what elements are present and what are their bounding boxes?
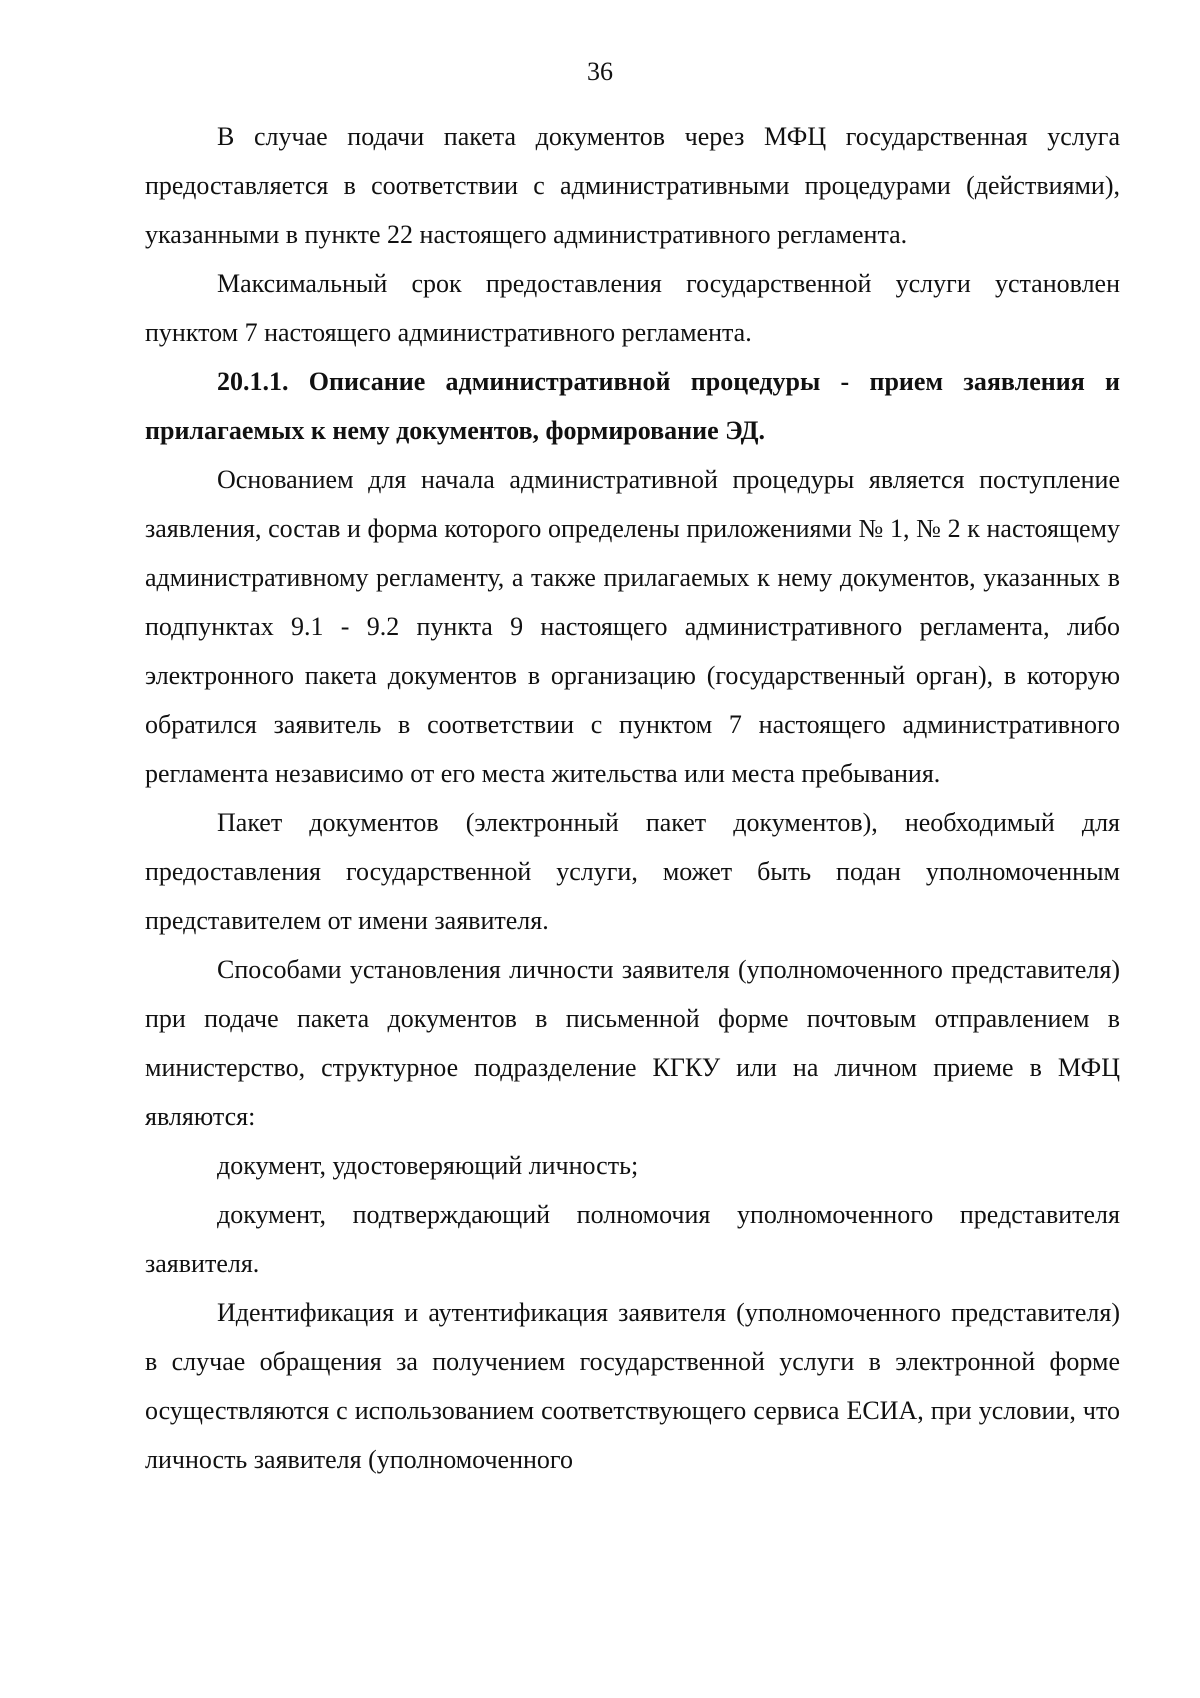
paragraph-max-term: Максимальный срок предоставления государственной услуги установлен пунктом 7 настоящего административного регламента.: [145, 269, 1120, 347]
page-number: 36: [587, 57, 613, 86]
paragraph-representative: Пакет документов (электронный пакет документов), необходимый для предоставления государственной услуги, может быть подан уполномоченным представителем от имени заявителя.: [145, 808, 1120, 935]
paragraph-mfc-submission: В случае подачи пакета документов через МФЦ государственная услуга предоставляется в соответствии с административными процедурами (действиями), указанными в пункте 22 настоящего административного регламента.: [145, 122, 1120, 249]
list-item-authority-document: документ, подтверждающий полномочия уполномоченного представителя заявителя.: [145, 1200, 1120, 1278]
paragraph-grounds: Основанием для начала административной процедуры является поступление заявления, состав и форма которого определены приложениями № 1, № 2 к настоящему административному регламенту, а также прилагаемых к нему документов, указанных в подпунктах 9.1 - 9.2 пункта 9 настоящего административного регламента, либо электронного пакета документов в организацию (государственный орган), в которую обратился заявитель в соответствии с пунктом 7 настоящего административного регламента независимо от его места жительства или места пребывания.: [145, 465, 1120, 788]
paragraph-esia-authentication: Идентификация и аутентификация заявителя (уполномоченного представителя) в случае обращения за получением государственной услуги в электронной форме осуществляются с использованием соответствующего сервиса ЕСИА, при условии, что личность заявителя (уполномоченного: [145, 1298, 1120, 1474]
document-body: [145, 112, 1120, 1484]
list-item-identity-document: документ, удостоверяющий личность;: [217, 1151, 639, 1180]
section-heading: 20.1.1. Описание административной процедуры - прием заявления и прилагаемых к нему документов, формирование ЭД.: [145, 367, 1120, 445]
paragraph-identification-methods: Способами установления личности заявителя (уполномоченного представителя) при подаче пакета документов в письменной форме почтовым отправлением в министерство, структурное подразделение КГКУ или на личном приеме в МФЦ являются:: [145, 955, 1120, 1131]
